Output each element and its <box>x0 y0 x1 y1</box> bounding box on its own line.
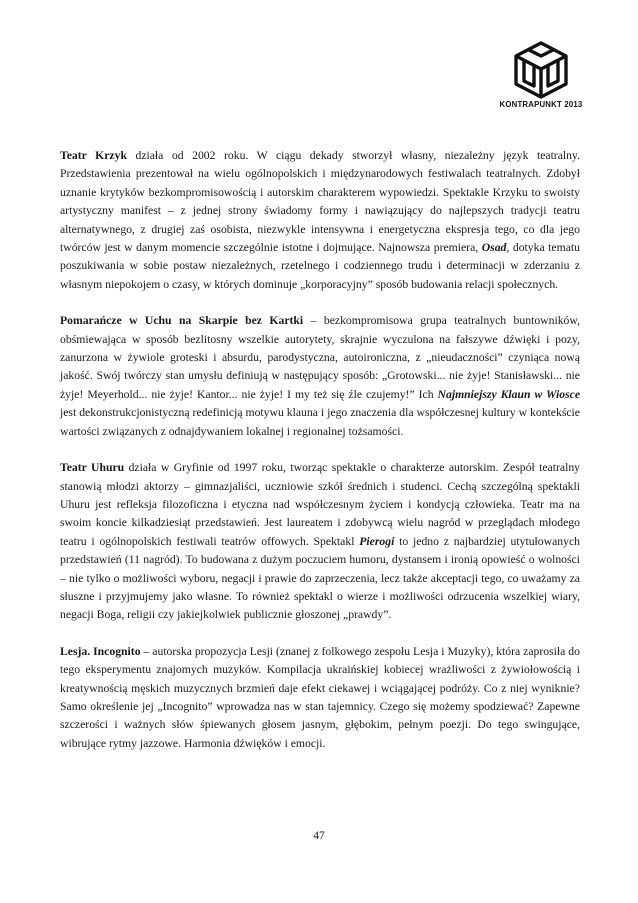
kontrapunkt-cube-icon <box>512 40 570 100</box>
work-title-najmniejszy-klaun: Najmniejszy Klaun w Wiosce <box>437 387 581 401</box>
text-segment: , dotyka tematu poszukiwania w sobie postaw niezależnych, rzetelnego i codziennego trudu i determinacji w zderzaniu z własnym niepokojem o czasy, w których dominuje „korporacyjny” sposób budowania relacji społecznych. <box>60 241 580 291</box>
title-pomarancze: Pomarańcze w Uchu na Skarpie bez Kartki <box>60 314 304 328</box>
text-segment: jest dekonstrukcjonistyczną redefinicją motywu klauna i jego znaczenia dla współczesnej kultury w kontekście wartości związanych z odnajdywaniem lokalnej i regionalnej tożsamości. <box>60 406 580 438</box>
text-segment: działa od 2002 roku. W ciągu dekady stworzył własny, niezależny język teatralny. Przedstawienia prezentował na wielu ogólnopolskich i międzynarodowych festiwalach teatralnych. Zdobył uznanie krytyków bezkompromisowością i autorskim charakterem wypowiedzi. Spektakle Krzyku to swoisty artystyczny manifest – z jednej strony świadomy formy i nawiązujący do najlepszych tradycji teatru alternatywnego, z drugiej zaś osobista, niezwykle intensywna i energetyczna ekspresja tego, co dla jego twórców jest w danym momencie szczególnie istotne i dojmujące. Najnowsza premiera, <box>60 149 580 255</box>
document-body <box>60 147 580 771</box>
title-lesja-incognito: Lesja. Incognito <box>60 644 141 658</box>
paragraph-teatr-krzyk <box>60 147 580 294</box>
title-teatr-uhuru: Teatr Uhuru <box>60 461 125 475</box>
paragraph-teatr-uhuru <box>60 459 580 625</box>
work-title-osad: Osad <box>481 241 507 255</box>
work-title-pierogi: Pierogi <box>359 534 395 548</box>
logo-text: KONTRAPUNKT 2013 <box>499 100 583 109</box>
text-segment: – autorska propozycja Lesji (znanej z folkowego zespołu Lesja i Muzyky), która zaprosiła do tego eksperymentu znajomych muzyków. Kompilacja ukraińskiej kobiecej wrażliwości z żywiołowością i kreatywnością męskich muzycznych brzmień daje efekt ciekawej i wciągającej podróży. Co z niej wyniknie? Samo określenie jej „Incognito” wprowadza nas w stan tajemnicy. Czego się możemy spodziewać? Zapewne szczerości i ważnych słów śpiewanych głosem jasnym, głębokim, pełnym poezji. Do tego swingujące, wibrujące rytmy jazzowe. Harmonia dźwięków i emocji. <box>60 644 580 750</box>
text-segment: działa w Gryfinie od 1997 roku, tworząc spektakle o charakterze autorskim. Zespół teatralny stanowią młodzi aktorzy – gimnazjaliści, uczniowie szkół średnich i studenci. Cechą szczególną spektakli Uhuru jest refleksja filozoficzna i etyczna nad współczesnym życiem i kondycją człowieka. Teatr ma na swoim koncie kilkadziesiąt przedstawień. Jest laureatem i zdobywcą wielu nagród w przeglądach młodego teatru i ogólnopolskich festiwali teatrów offowych. Spektakl <box>60 461 581 548</box>
paragraph-pomarancze <box>60 312 580 441</box>
paragraph-lesja-incognito <box>60 643 580 753</box>
text-segment: to jedno z najbardziej utytułowanych przedstawień (11 nagród). To budowana z dużym poczuciem humoru, dystansem i ironią opowieść o wolności – nie tylko o możliwości wyboru, negacji i prawie do zaprzeczenia, lecz także akceptacji tego, co uważamy za słuszne i przyjmujemy jako własne. To również spektakl o wierze i możliwości odrzucenia wszelkiej wiary, negacji Boga, religii czy jakiejkolwiek publicznie głoszonej „prawdy”. <box>60 534 580 622</box>
page-number: 47 <box>313 830 325 842</box>
title-teatr-krzyk: Teatr Krzyk <box>60 149 127 162</box>
kontrapunkt-logo <box>496 40 586 115</box>
text-segment: – bezkompromisowa grupa teatralnych buntowników, obśmiewająca w sposób bezlitosny wszelkie autorytety, skrajnie wyczulona na fałszywe dźwięki i pozy, zanurzona w żywiole groteski i absurdu, parodystyczna, autoironiczna, z „nieudaczności” czyniąca nową jakość. Swój twórczy stan umysłu definiują w następujący sposób: „Grotowski... nie żyje! Stanisławski... nie żyje! Meyerhold... nie żyje! Kantor... nie żyje! I my też się źle czujemy!” Ich <box>60 314 580 401</box>
